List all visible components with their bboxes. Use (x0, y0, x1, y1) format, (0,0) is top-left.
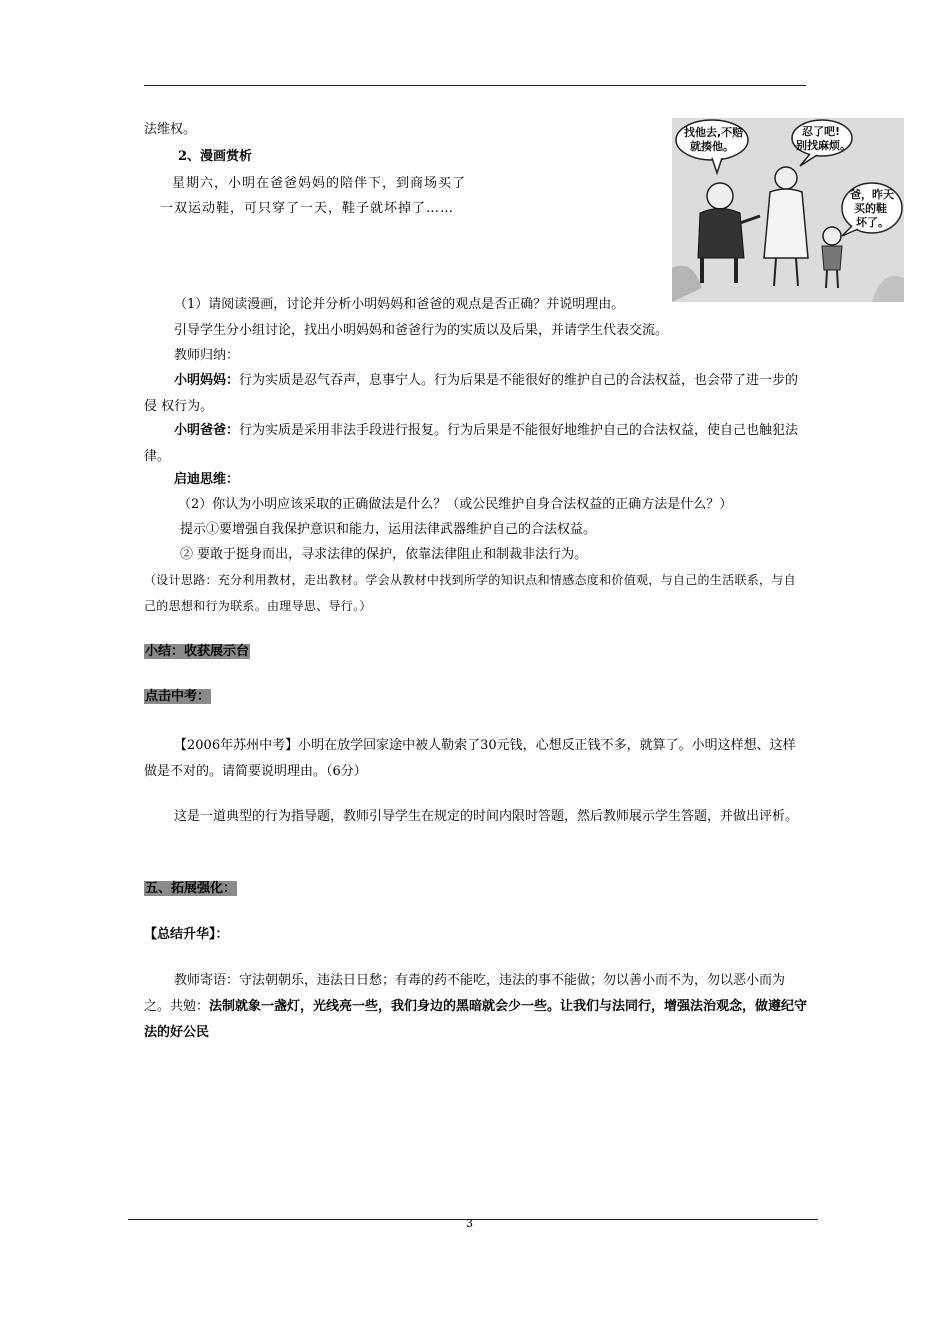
story-line-2: 一双运动鞋，可只穿了一天，鞋子就坏掉了…… (160, 201, 455, 216)
summary-heading-text: 小结：收获展示台 (145, 644, 250, 659)
exam-question: 【2006年苏州中考】小明在放学回家途中被人勒索了30元钱，心想反正钱不多，就算了。小明这样想、这样做是不对的。请简要说明理由。（6分） (144, 738, 796, 779)
footer-rule (128, 1219, 818, 1220)
dad-bubble-line-1: 找他去,不赔 (684, 126, 744, 139)
comic-illustration (672, 118, 904, 302)
exam-heading-text: 点击中考： (145, 689, 211, 704)
page-number: 3 (466, 1217, 473, 1230)
summary-heading (144, 639, 250, 665)
closing-plain-text: 教师寄语：守法朝朝乐，违法日日愁；有毒的药不能吃，违法的事不能做；勿以善小而不为，勿以恶小而为之。共勉： (144, 973, 786, 1014)
hint-1: 提示①要增强自我保护意识和能力，运用法律武器维护自己的合法权益。 (180, 522, 597, 537)
dad-bubble-line-2: 就揍他。 (690, 140, 734, 153)
closing-paragraph (144, 968, 808, 1046)
dad-analysis (144, 418, 808, 470)
dad-label: 小明爸爸： (174, 423, 240, 438)
question-1: （1）请阅读漫画，讨论并分析小明妈妈和爸爸的观点是否正确？并说明理由。 (174, 297, 625, 312)
extend-heading (144, 876, 237, 902)
dad-text: 行为实质是采用非法手段进行报复。行为后果是不能很好地维护自己的合法权益，使自己也触犯法律。 (144, 423, 799, 464)
exam-comment: 这是一道典型的行为指导题，教师引导学生在规定的时间内限时答题，然后教师展示学生答题，并做出评析。 (174, 809, 799, 824)
exam-heading (144, 684, 211, 710)
teacher-summary-label: 教师归纳： (174, 348, 240, 363)
inspire-heading: 启迪思维： (174, 472, 240, 487)
mom-bubble-line-1: 忍了吧! (802, 125, 841, 138)
mom-text: 行为实质是忍气吞声，息事宁人。行为后果是不能很好的维护自己的合法权益，也会带了进一步的侵 权行为。 (144, 373, 799, 414)
mom-analysis (144, 368, 808, 420)
hint-2: ② 要敢于挺身而出，寻求法律的保护，依靠法律阻止和制裁非法行为。 (180, 547, 588, 562)
comic-image (672, 118, 904, 302)
header-rule (144, 85, 806, 86)
kid-bubble-line-1: 爸，昨天 (850, 188, 894, 201)
continued-text: 法维权。 (144, 122, 197, 137)
mom-label: 小明妈妈： (174, 373, 240, 388)
mom-bubble-line-2: 别找麻烦。 (796, 139, 851, 152)
section-heading-comic: 2、漫画赏析 (178, 149, 253, 164)
kid-bubble-line-2: 买的鞋 (854, 202, 887, 215)
closing-bold-text: 法制就象一盏灯，光线亮一些，我们身边的黑暗就会少一些。让我们与法同行，增强法治观念，做遵纪守法的好公民 (144, 999, 808, 1040)
extend-heading-text: 五、拓展强化： (145, 881, 237, 896)
guide-text: 引导学生分小组讨论，找出小明妈妈和爸爸行为的实质以及后果，并请学生代表交流。 (174, 323, 669, 338)
question-2: （2）你认为小明应该采取的正确做法是什么？（或公民维护自身合法权益的正确方法是什么？） (178, 497, 733, 512)
kid-bubble-line-3: 坏了。 (856, 216, 889, 229)
story-line-1: 星期六，小明在爸爸妈妈的陪伴下，到商场买了 (172, 176, 467, 191)
design-note: （设计思路：充分利用教材，走出教材。学会从教材中找到所学的知识点和情感态度和价值观，与自己的生活联系，与自己的思想和行为联系。由理导思、导行。） (144, 573, 796, 613)
conclude-heading: 【总结升华】： (144, 927, 229, 942)
